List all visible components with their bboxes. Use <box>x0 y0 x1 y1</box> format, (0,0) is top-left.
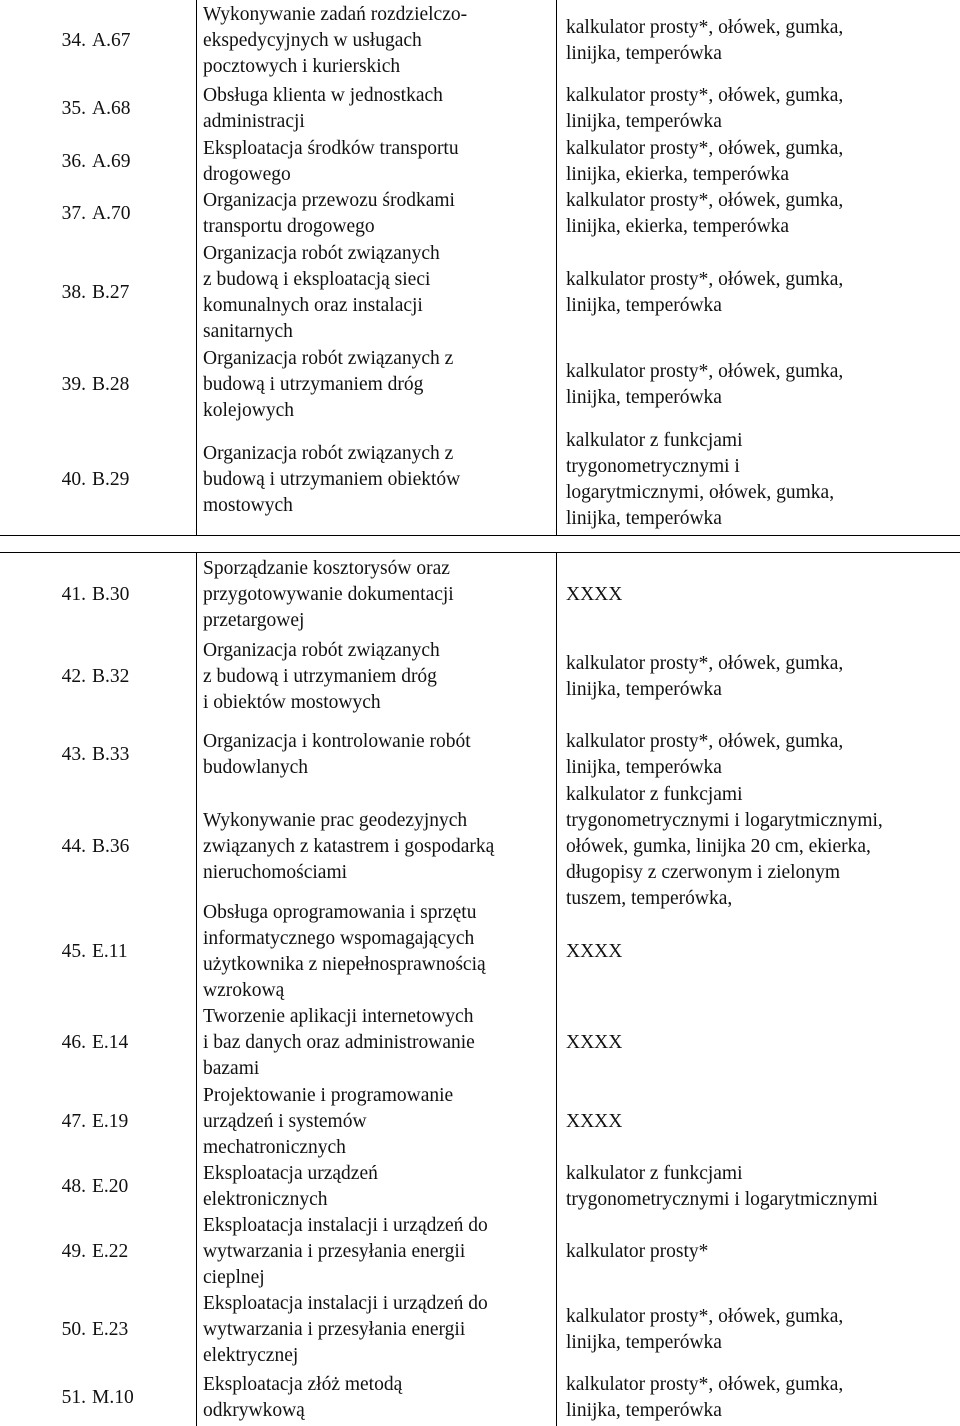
allowed-tools-cell <box>556 1290 960 1369</box>
table-row <box>0 135 960 188</box>
row-number: 40. <box>61 468 86 490</box>
qualification-code: B.29 <box>92 468 130 490</box>
table-row <box>0 1004 960 1082</box>
qualification-name: Wykonywanie prac geodezyjnych związanych z katastrem i gospodarką nieruchomościami <box>203 810 495 883</box>
qualification-name: Eksploatacja instalacji i urządzeń do wytwarzania i przesyłania energii cieplnej <box>203 1214 488 1288</box>
allowed-tools: kalkulator prosty*, ołówek, gumka, linijka, ekierka, temperówka <box>566 137 844 185</box>
row-number: 43. <box>61 744 86 765</box>
qualification-name-cell <box>196 716 556 794</box>
qualification-name-cell <box>196 188 556 240</box>
row-number: 51. <box>61 1386 86 1408</box>
row-number: 37. <box>61 203 86 224</box>
row-id-cell <box>0 240 196 345</box>
qualification-name-cell <box>196 900 556 1004</box>
row-id-cell <box>0 794 196 900</box>
allowed-tools-cell <box>556 1369 960 1426</box>
row-id-cell <box>0 1369 196 1426</box>
row-id-cell <box>0 82 196 135</box>
qualification-name: Eksploatacja środków transportu drogowego <box>203 137 459 185</box>
allowed-tools-cell <box>556 1213 960 1290</box>
allowed-tools-cell <box>556 1004 960 1082</box>
allowed-tools: kalkulator prosty*, ołówek, gumka, linijka, temperówka <box>566 1373 844 1421</box>
qualification-name: Eksploatacja złóż metodą odkrywkową <box>203 1373 403 1421</box>
qualification-name: Eksploatacja instalacji i urządzeń do wytwarzania i przesyłania energii elektrycznej <box>203 1292 488 1366</box>
table-row <box>0 188 960 240</box>
allowed-tools: kalkulator prosty*, ołówek, gumka, linijka, temperówka <box>566 84 844 132</box>
qualification-code: B.30 <box>92 584 130 605</box>
qualification-name-cell <box>196 1004 556 1082</box>
qualification-name: Organizacja i kontrolowanie robót budowlanych <box>203 731 471 778</box>
allowed-tools: kalkulator prosty*, ołówek, gumka, linijka, temperówka <box>566 360 844 408</box>
qualification-code: B.32 <box>92 666 130 687</box>
qualification-code: B.33 <box>92 744 130 765</box>
allowed-tools-cell <box>556 638 960 716</box>
allowed-tools-cell <box>556 424 960 535</box>
row-number: 39. <box>61 373 86 395</box>
table-row <box>0 240 960 345</box>
qualification-name-cell <box>196 424 556 535</box>
table-row <box>0 0 960 82</box>
row-number: 36. <box>61 150 86 172</box>
allowed-tools-cell <box>556 0 960 82</box>
allowed-tools: kalkulator z funkcjami trygonometrycznymi i logarytmicznymi <box>566 1163 878 1210</box>
row-number: 48. <box>61 1176 86 1197</box>
qualification-name-cell <box>196 82 556 135</box>
qualification-code: E.19 <box>92 1110 129 1132</box>
allowed-tools: kalkulator prosty*, ołówek, gumka, linijka, temperówka <box>566 653 844 700</box>
qualification-name-cell <box>196 1213 556 1290</box>
row-number: 47. <box>61 1110 86 1132</box>
qualification-name: Obsługa klienta w jednostkach administracji <box>203 84 443 132</box>
row-number: 35. <box>61 97 86 119</box>
qualification-code: M.10 <box>92 1386 134 1408</box>
row-number: 46. <box>61 1032 86 1053</box>
table-row <box>0 424 960 535</box>
qualification-code: B.27 <box>92 281 130 303</box>
allowed-tools: kalkulator prosty*, ołówek, gumka, linijka, temperówka <box>566 731 844 778</box>
table-row <box>0 552 960 638</box>
table-row <box>0 1369 960 1426</box>
allowed-tools-cell <box>556 1082 960 1161</box>
allowed-tools: XXXX <box>566 1110 623 1132</box>
qualification-name-cell <box>196 1161 556 1213</box>
qualification-name: Organizacja robót związanych z budową i utrzymaniem dróg kolejowych <box>203 347 454 421</box>
table-row <box>0 1082 960 1161</box>
row-id-cell <box>0 424 196 535</box>
qualification-name: Organizacja robót związanych z budową i utrzymaniem dróg i obiektów mostowych <box>203 640 440 713</box>
row-number: 44. <box>61 836 86 857</box>
row-id-cell <box>0 345 196 424</box>
allowed-tools: XXXX <box>566 584 623 605</box>
qualification-name-cell <box>196 638 556 716</box>
qualification-name-cell <box>196 135 556 188</box>
qualification-name-cell <box>196 794 556 900</box>
allowed-tools-cell <box>556 82 960 135</box>
qualification-name-cell <box>196 240 556 345</box>
row-number: 49. <box>61 1240 86 1262</box>
row-number: 34. <box>61 30 86 51</box>
table-row <box>0 900 960 1004</box>
qualification-code: A.70 <box>92 203 131 224</box>
page-gap <box>0 536 960 552</box>
row-id-cell <box>0 1004 196 1082</box>
qualification-name: Organizacja robót związanych z budową i utrzymaniem obiektów mostowych <box>203 442 461 516</box>
qualification-code: A.69 <box>92 150 131 172</box>
allowed-tools-cell <box>556 784 960 909</box>
row-id-cell <box>0 716 196 794</box>
allowed-tools-cell <box>556 188 960 240</box>
row-number: 50. <box>61 1318 86 1340</box>
table-section-top-rule <box>0 552 960 553</box>
allowed-tools: XXXX <box>566 941 623 962</box>
qualification-name: Eksploatacja urządzeń elektronicznych <box>203 1163 378 1210</box>
qualification-code: E.22 <box>92 1240 129 1262</box>
row-id-cell <box>0 188 196 240</box>
qualification-name: Projektowanie i programowanie urządzeń i systemów mechatronicznych <box>203 1084 454 1158</box>
row-id-cell <box>0 552 196 638</box>
qualification-code: A.67 <box>92 30 131 51</box>
allowed-tools-cell <box>556 345 960 424</box>
qualification-name-cell <box>196 552 556 638</box>
row-id-cell <box>0 1082 196 1161</box>
qualification-name: Sporządzanie kosztorysów oraz przygotowywanie dokumentacji przetargowej <box>203 558 454 631</box>
table-row <box>0 82 960 135</box>
qualification-code: E.23 <box>92 1318 129 1340</box>
row-number: 42. <box>61 666 86 687</box>
qualification-code: E.20 <box>92 1176 129 1197</box>
qualification-name-cell <box>196 1082 556 1161</box>
qualification-name-cell <box>196 0 556 82</box>
row-id-cell <box>0 900 196 1004</box>
allowed-tools-cell <box>556 1161 960 1213</box>
qualification-name: Organizacja robót związanych z budową i eksploatacją sieci komunalnych oraz instalacji sanitarnych <box>203 242 440 342</box>
qualification-name-cell <box>196 345 556 424</box>
table-row <box>0 345 960 424</box>
qualification-name: Tworzenie aplikacji internetowych i baz danych oraz administrowanie bazami <box>203 1006 475 1079</box>
qualification-code: E.14 <box>92 1032 129 1053</box>
row-id-cell <box>0 638 196 716</box>
allowed-tools: kalkulator z funkcjami trygonometrycznymi i logarytmicznymi, ołówek, gumka, linijka 20 cm, ekierka, długopisy z czerwonym i zielonym tuszem, temperówka, <box>566 784 883 909</box>
row-id-cell <box>0 1213 196 1290</box>
allowed-tools: kalkulator z funkcjami trygonometrycznymi i logarytmicznymi, ołówek, gumka, linijka, temperówka <box>566 429 835 529</box>
allowed-tools-cell <box>556 240 960 345</box>
allowed-tools-cell <box>556 900 960 1004</box>
allowed-tools: kalkulator prosty*, ołówek, gumka, linijka, temperówka <box>566 17 844 64</box>
allowed-tools-cell <box>556 135 960 188</box>
qualification-code: E.11 <box>92 941 128 962</box>
qualification-name-cell <box>196 1290 556 1369</box>
allowed-tools: kalkulator prosty*, ołówek, gumka, linijka, temperówka <box>566 268 844 316</box>
row-number: 41. <box>61 584 86 605</box>
row-number: 38. <box>61 281 86 303</box>
table-row <box>0 1213 960 1290</box>
allowed-tools: kalkulator prosty*, ołówek, gumka, linijka, temperówka <box>566 1305 844 1353</box>
table-row <box>0 638 960 716</box>
table-row <box>0 1161 960 1213</box>
table-row <box>0 1290 960 1369</box>
row-id-cell <box>0 135 196 188</box>
row-id-cell <box>0 0 196 82</box>
row-number: 45. <box>61 941 86 962</box>
qualification-name: Wykonywanie zadań rozdzielczo- ekspedycyjnych w usługach pocztowych i kurierskich <box>203 4 468 77</box>
allowed-tools: kalkulator prosty*, ołówek, gumka, linijka, ekierka, temperówka <box>566 190 844 237</box>
allowed-tools: kalkulator prosty* <box>566 1240 709 1262</box>
qualification-name: Organizacja przewozu środkami transportu drogowego <box>203 190 455 237</box>
row-id-cell <box>0 1290 196 1369</box>
qualification-code: A.68 <box>92 97 131 119</box>
qualification-name: Obsługa oprogramowania i sprzętu informatycznego wspomagających użytkownika z niepełnosprawnością wzrokową <box>203 902 486 1001</box>
allowed-tools: XXXX <box>566 1032 623 1053</box>
allowed-tools-cell <box>556 552 960 638</box>
qualification-name-cell <box>196 1369 556 1426</box>
row-id-cell <box>0 1161 196 1213</box>
table-row <box>0 784 960 909</box>
qualification-code: B.28 <box>92 373 130 395</box>
qualification-code: B.36 <box>92 836 130 857</box>
